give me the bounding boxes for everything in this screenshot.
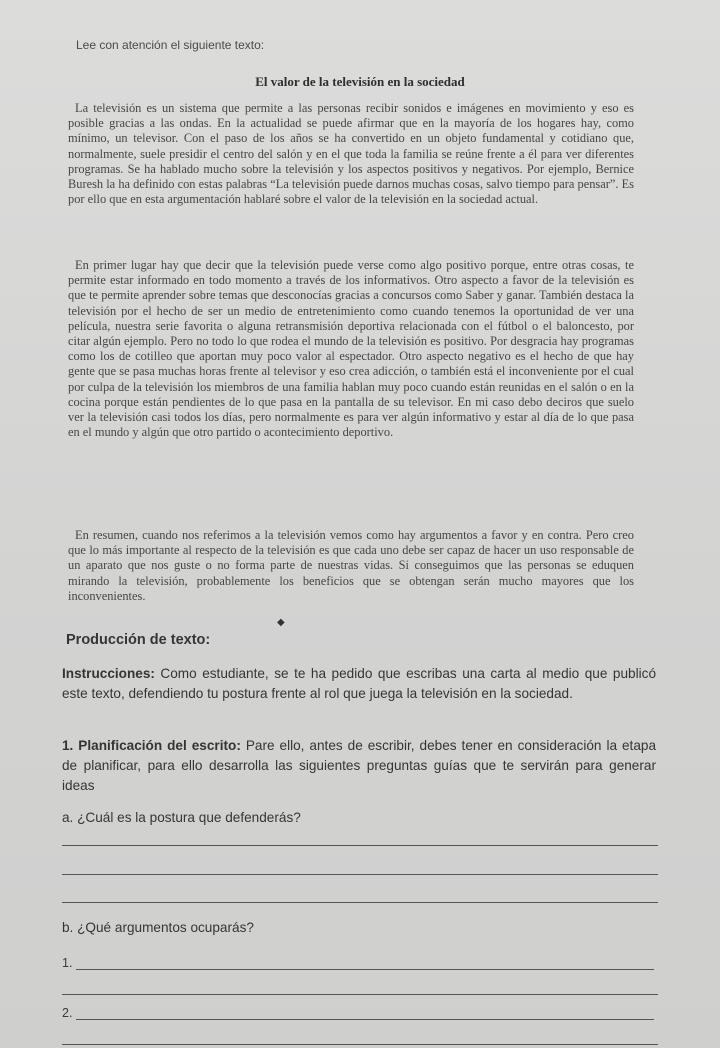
planning-text (62, 736, 656, 796)
item-number-2: 2. (62, 1006, 73, 1020)
instructions-body: Como estudiante, se te ha pedido que escribas una carta al medio que publicó este texto, defendiendo tu postura frente al rol que juega la televisión en la sociedad. (62, 666, 656, 701)
answer-line-a2[interactable] (62, 874, 658, 875)
instructions-label: Instrucciones: (62, 666, 155, 681)
answer-line-a3[interactable] (62, 902, 658, 903)
question-a: a. ¿Cuál es la postura que defenderás? (62, 810, 301, 825)
intro-instruction: Lee con atención el siguiente texto: (76, 38, 265, 52)
answer-line-b1[interactable] (76, 969, 654, 970)
answer-line-a1[interactable] (62, 845, 658, 846)
reading-paragraph-3: En resumen, cuando nos referimos a la televisión vemos como hay argumentos a favor y en contra. Pero creo que lo más importante al respecto de la televisión es que cada uno debe ser capaz de hacer un uso responsable de un aparato que nos guste o no forma parte de nuestras vidas. Si conseguimos que las personas se eduquen mirando la televisión, probablemente los beneficios que se obtengan serán mucho mayores que los inconvenientes. (68, 528, 634, 603)
planning-label: 1. Planificación del escrito: (62, 738, 241, 753)
reading-title: El valor de la televisión en la sociedad (255, 74, 465, 89)
stray-mark: ◆ (277, 617, 285, 628)
planning-body: Pare ello, antes de escribir, debes tener en consideración la etapa de planificar, para ello desarrolla las siguientes preguntas guías que te servirán para generar ideas (62, 738, 657, 793)
reading-paragraph-1: La televisión es un sistema que permite a las personas recibir sonidos e imágenes en movimiento y eso es posible gracias a las ondas. En la actualidad se puede afirmar que en la mayoría de los hogares hay, como mínimo, un televisor. Con el paso de los años se ha convertido en un objeto fundamental y cotidiano que, normalmente, suele presidir el centro del salón y en el que toda la familia se reúne frente a él para ver diferentes programas. Se ha hablado mucho sobre la televisión y los aspectos positivos y negativos. Por ejemplo, Bernice Buresh la ha definido con estas palabras “La televisión puede darnos muchas cosas, salvo tiempo para pensar”. Es por ello que en esta argumentación hablaré sobre el valor de la televisión en la sociedad actual. (68, 101, 634, 207)
answer-line-b4[interactable] (62, 1044, 658, 1045)
answer-line-b3[interactable] (76, 1019, 654, 1020)
answer-line-b2[interactable] (62, 994, 658, 995)
production-title: Producción de texto: (66, 632, 211, 648)
instructions-text (62, 664, 656, 704)
reading-paragraph-2: En primer lugar hay que decir que la televisión puede verse como algo positivo porque, entre otras cosas, te permite estar informado en todo momento a través de los informativos. Otro aspecto a favor de la televisión es que te permite aprender sobre temas que desconocías gracias a concursos como Saber y ganar. También destaca la televisión por el hecho de ser un medio de entretenimiento como cuando tenemos la oportunidad de ver una película, nuestra serie favorita o alguna retransmisión deportiva relacionada con el fútbol o el baloncesto, por citar algún ejemplo. Pero no todo lo que rodea el mundo de la televisión es positivo. Por desgracia hay programas como los de cotilleo que aportan muy poco valor al espectador. Otro aspecto negativo es el hecho de que hay gente que se pasa muchas horas frente al televisor y eso crea adicción, o también está el inconveniente por el cual por culpa de la televisión los miembros de una familia hablan muy poco cuando están reunidas en el salón o en la cocina porque están pendientes de lo que pasa en la pantalla de su televisor. En mi caso debo deciros que suelo ver la televisión casi todos los días, pero normalmente es para ver algún informativo y estar al día de lo que pasa en el mundo y algún que otro partido o acontecimiento deportivo. (68, 258, 634, 440)
item-number-1: 1. (62, 956, 73, 970)
question-b: b. ¿Qué argumentos ocuparás? (62, 920, 254, 935)
